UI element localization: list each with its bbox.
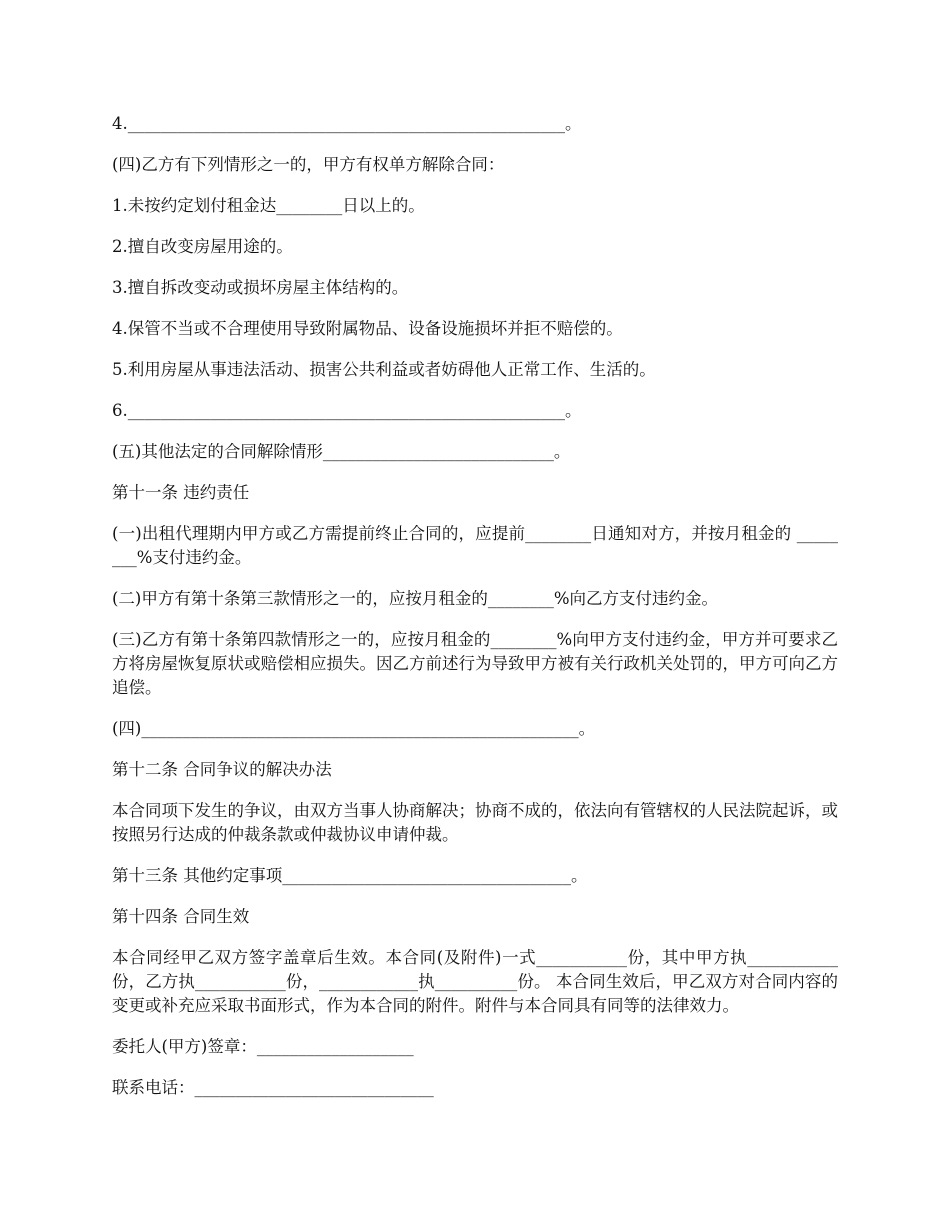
termination-item-6: 6._____________________________________________________。 [112,401,582,420]
article-13-other-matters: 第十三条 其他约定事项___________________________________。 [112,866,588,885]
liability-item-4: (四)_____________________________________________________。 [112,719,596,738]
liability-item-1: (一)出租代理期内甲方或乙方需提前终止合同的，应提前________日通知对方，并按月租金的 ________%支付违约金。 [112,524,838,567]
article-12-heading: 第十二条 合同争议的解决办法 [112,760,332,779]
clause-4-blank: 4._____________________________________________________。 [112,114,582,133]
termination-item-2: 2.擅自改变房屋用途的。 [112,237,293,256]
termination-item-3: 3.擅自拆改变动或损坏房屋主体结构的。 [112,278,409,297]
contract-page [112,112,838,1117]
contact-phone-line: 联系电话：_____________________________ [112,1078,434,1097]
termination-by-party-a-heading: (四)乙方有下列情形之一的，甲方有权单方解除合同： [112,155,505,174]
liability-item-3: (三)乙方有第十条第四款情形之一的，应按月租金的________%向甲方支付违约金，甲方并可要求乙方将房屋恢复原状或赔偿相应损失。因乙方前述行为导致甲方被有关行政机关处罚的，甲方可向乙方追偿。 [112,630,838,697]
liability-item-2: (二)甲方有第十条第三款情形之一的，应按月租金的________%向乙方支付违约金。 [112,589,719,608]
termination-item-1: 1.未按约定划付租金达________日以上的。 [112,196,425,215]
termination-item-5: 5.利用房屋从事违法活动、损害公共利益或者妨碍他人正常工作、生活的。 [112,360,656,379]
principal-signature-line: 委托人(甲方)签章：___________________ [112,1037,414,1056]
article-11-heading: 第十一条 违约责任 [112,483,250,502]
dispute-resolution-text: 本合同项下发生的争议，由双方当事人协商解决；协商不成的，依法向有管辖权的人民法院起诉，或按照另行达成的仲裁条款或仲裁协议申请仲裁。 [112,801,838,844]
article-14-heading: 第十四条 合同生效 [112,907,250,926]
effectiveness-text: 本合同经甲乙双方签字盖章后生效。本合同(及附件)一式___________份，其中甲方执___________份，乙方执___________份，____________执__________份。 本合同生效后，甲乙双方对合同内容的变更或补充应采取书面形式，作为本合同的附件。附件与本合同具有同等的法律效力。 [112,948,838,1015]
other-legal-termination: (五)其他法定的合同解除情形____________________________。 [112,442,571,461]
termination-item-4: 4.保管不当或不合理使用导致附属物品、设备设施损坏并拒不赔偿的。 [112,319,623,338]
